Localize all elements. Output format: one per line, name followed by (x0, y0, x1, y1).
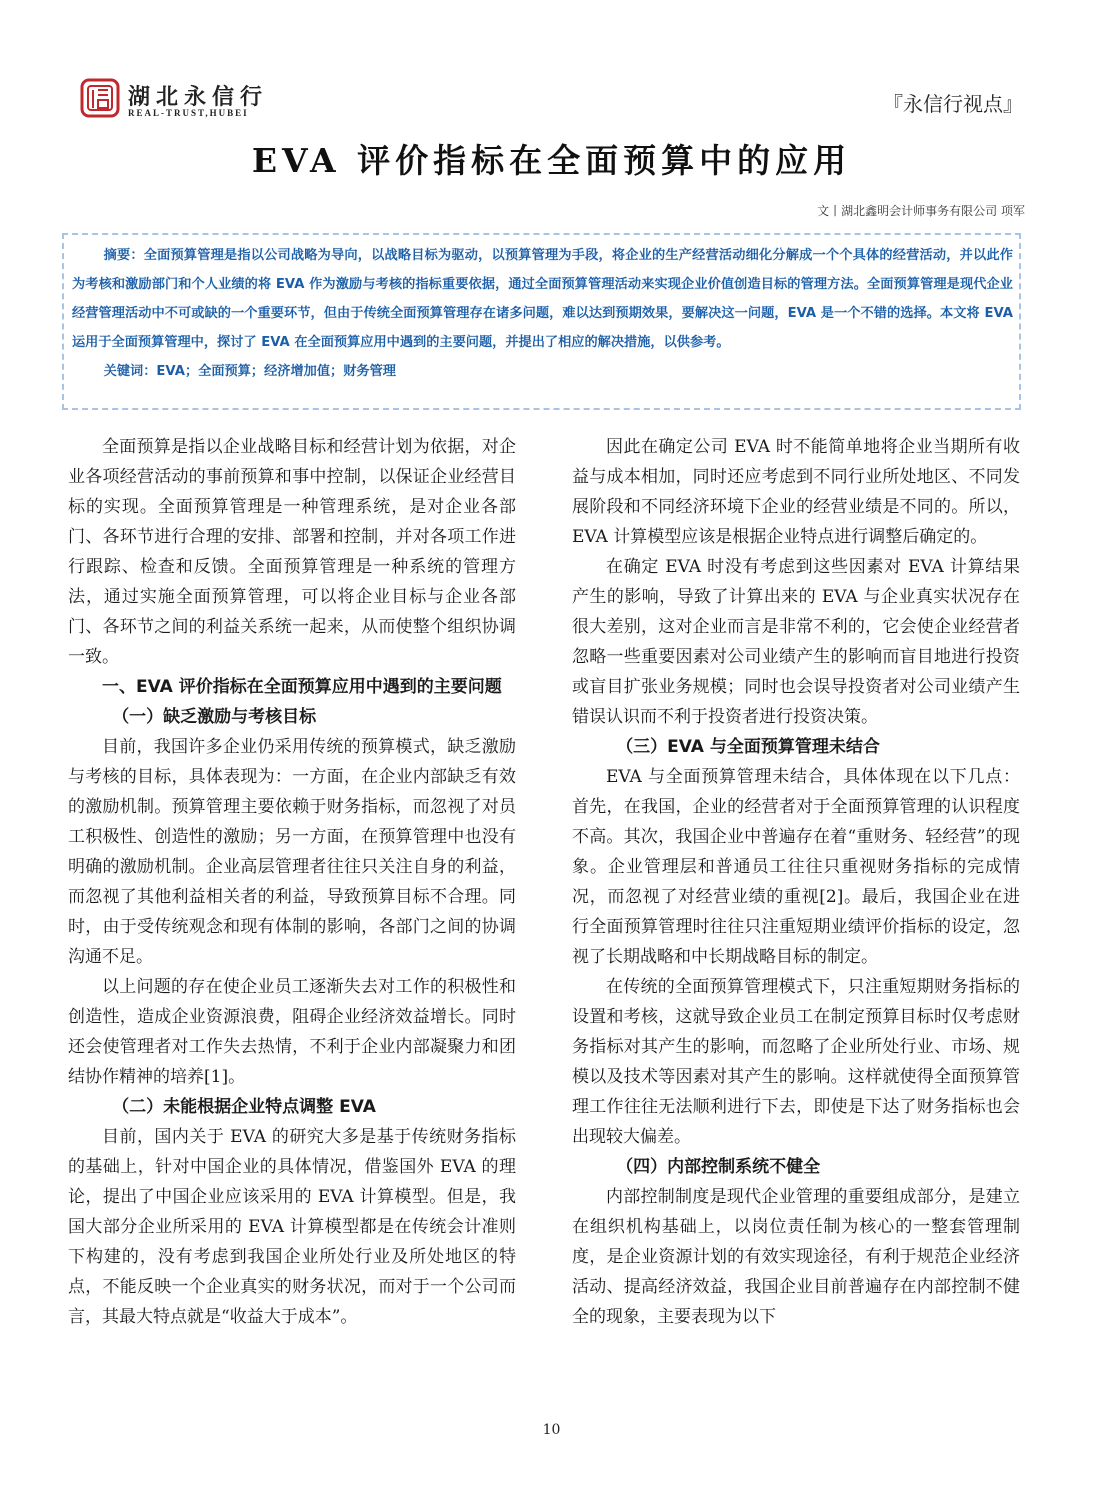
paragraph: 目前，我国许多企业仍采用传统的预算模式，缺乏激励与考核的目标，具体表现为：一方面，在企业内部缺乏有效的激励机制。预算管理主要依赖于财务指标，而忽视了对员工积极性、创造性的激励；另一方面，在预算管理中也没有明确的激励机制。企业高层管理者往往只关注自身的利益，而忽视了其他利益相关者的利益，导致预算目标不合理。同时，由于受传统观念和现有体制的影响，各部门之间的协调沟通不足。 (68, 737, 516, 967)
paragraph: 全面预算是指以企业战略目标和经营计划为依据，对企业各项经营活动的事前预算和事中控制，以保证企业经营目标的实现。全面预算管理是一种管理系统，是对企业各部门、各环节进行合理的安排、部署和控制，并对各项工作进行跟踪、检查和反馈。全面预算管理是一种系统的管理方法，通过实施全面预算管理，可以将企业目标与企业各部门、各环节之间的利益关系统一起来，从而使整个组织协调一致。 (68, 437, 516, 667)
logo-chinese-name: 湖北永信行 (128, 85, 269, 110)
abstract-box (62, 233, 1021, 410)
article-title: EVA 评价指标在全面预算中的应用 (251, 141, 852, 180)
paragraph: 在传统的全面预算管理模式下，只注重短期财务指标的设置和考核，这就导致企业员工在制定预算目标时仅考虑财务指标对其产生的影响，而忽略了企业所处行业、市场、规模以及技术等因素对其产生的影响。这样就使得全面预算管理工作往往无法顺利进行下去，即使是下达了财务指标也会出现较大偏差。 (572, 977, 1020, 1147)
paragraph: EVA 与全面预算管理未结合，具体体现在以下几点：首先，在我国，企业的经营者对于全面预算管理的认识程度不高。其次，我国企业中普遍存在着“重财务、轻经营”的现象。企业管理层和普通员工往往只重视财务指标的完成情况，而忽视了对经营业绩的重视[2]。最后，我国企业在进行全面预算管理时往往只注重短期业绩评价指标的设定，忽视了长期战略和中长期战略目标的制定。 (572, 767, 1020, 967)
page-number: 10 (542, 1422, 561, 1438)
subsection-heading: （四）内部控制系统不健全 (616, 1157, 821, 1177)
paragraph: 目前，国内关于 EVA 的研究大多是基于传统财务指标的基础上，针对中国企业的具体情况，借鉴国外 EVA 的理论，提出了中国企业应该采用的 EVA 计算模型。但是，我国大部分企业所采用的 EVA 计算模型都是在传统会计准则下构建的，没有考虑到我国企业所处行业及所处地区的特点，不能反映一个企业真实的财务状况，而对于一个公司而言，其最大特点就是“收益大于成本”。 (68, 1127, 516, 1327)
section-heading: 一、EVA 评价指标在全面预算应用中遇到的主要问题 (102, 677, 502, 697)
subsection-heading: （二）未能根据企业特点调整 EVA (112, 1097, 376, 1117)
seal-logo-icon (80, 78, 120, 118)
right-column (572, 432, 1020, 1332)
subsection-heading: （一）缺乏激励与考核目标 (112, 707, 317, 727)
left-column (68, 432, 516, 1332)
subsection-heading: （三）EVA 与全面预算管理未结合 (616, 737, 880, 757)
paragraph: 在确定 EVA 时没有考虑到这些因素对 EVA 计算结果产生的影响，导致了计算出来的 EVA 与企业真实状况存在很大差别，这对企业而言是非常不利的，它会使企业经营者忽略一些重要因素对公司业绩产生的影响而盲目地进行投资或盲目扩张业务规模；同时也会误导投资者对公司业绩产生错误认识而不利于投资者进行投资决策。 (572, 557, 1020, 727)
company-logo (80, 78, 290, 122)
paragraph: 内部控制制度是现代企业管理的重要组成部分，是建立在组织机构基础上，以岗位责任制为核心的一整套管理制度，是企业资源计划的有效实现途径，有利于规范企业经济活动、提高经济效益，我国企业目前普遍存在内部控制不健全的现象，主要表现为以下 (572, 1187, 1020, 1327)
paragraph: 以上问题的存在使企业员工逐渐失去对工作的积极性和创造性，造成企业资源浪费，阻碍企业经济效益增长。同时还会使管理者对工作失去热情，不利于企业内部凝聚力和团结协作精神的培养[1]。 (68, 977, 516, 1087)
article-byline: 文丨湖北鑫明会计师事务有限公司 项军 (817, 204, 1025, 218)
abstract-text: 摘要：全面预算管理是指以公司战略为导向，以战略目标为驱动，以预算管理为手段，将企业的生产经营活动细化分解成一个个具体的经营活动，并以此作为考核和激励部门和个人业绩的将 EVA 作为激励与考核的指标重要依据，通过全面预算管理活动来实现企业价值创造目标的管理方法。全面预算管理是现代企业经营管理活动中不可或缺的一个重要环节，但由于传统全面预算管理存在诸多问题，难以达到预期效果，要解决这一问题，EVA 是一个不错的选择。本文将 EVA 运用于全面预算管理中，探讨了 EVA 在全面预算应用中遇到的主要问题，并提出了相应的解决措施，以供参考。 (72, 248, 1013, 350)
paragraph: 因此在确定公司 EVA 时不能简单地将企业当期所有收益与成本相加，同时还应考虑到不同行业所处地区、不同发展阶段和不同经济环境下企业的经营业绩是不同的。所以，EVA 计算模型应该是根据企业特点进行调整后确定的。 (572, 437, 1020, 547)
logo-english-name: REAL-TRUST,HUBEI (128, 108, 249, 118)
section-tag: 『永信行视点』 (883, 92, 1023, 116)
abstract-keywords: 关键词：EVA；全面预算；经济增加值；财务管理 (103, 364, 396, 379)
